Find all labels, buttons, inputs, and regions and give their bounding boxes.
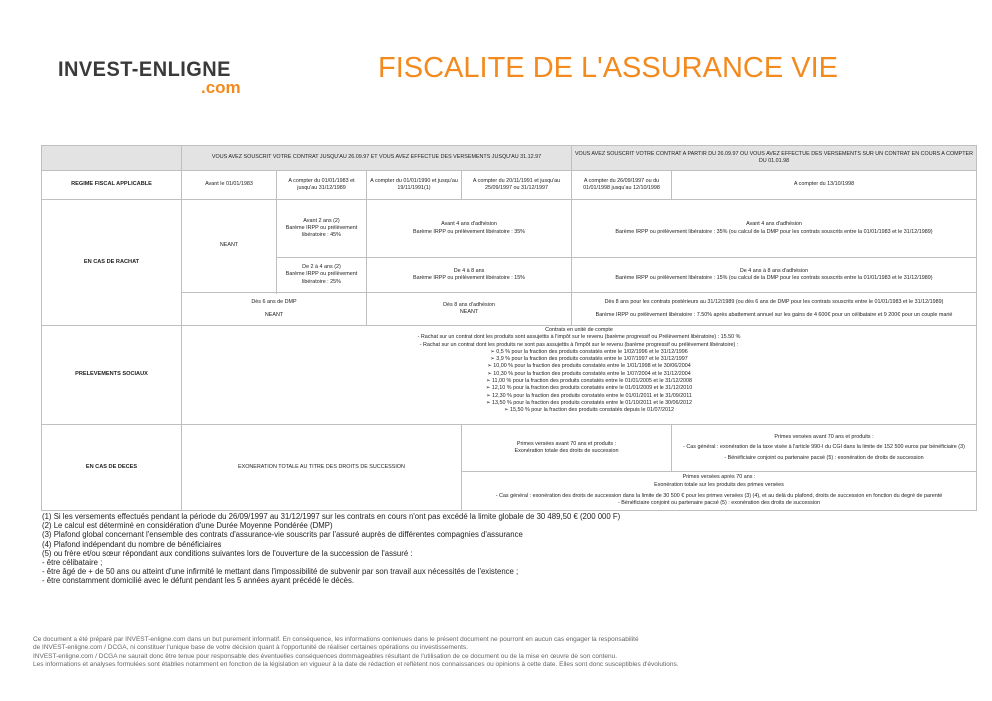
header-before-1998: VOUS AVEZ SOUSCRIT VOTRE CONTRAT JUSQU'AU 26.09.97 ET VOUS AVEZ EFFECTUE DES VERSEMENTS JUSQU'AU 31.12.97 [182,146,572,171]
rachat-avant-4-ans-title: Avant 4 ans d'adhésion [441,221,497,228]
rachat-de-2-a-4-ans [277,258,367,293]
disclaimer-line: Ce document a été préparé par INVEST-enligne.com dans un but purement informatif. En conséquence, les informations contenues dans le présent document ne pourront en aucun cas engager la responsabilité [33,636,639,643]
rachat-des-8-ans-text: NEANT [459,309,479,315]
disclaimer-line: INVEST-enligne.com / DCGA ne saurait donc être tenue pour responsable des éventuelles conséquences dommageables résultant de l'utilisation de ce document ou de la mise en œuvre de son contenu. [33,652,618,660]
rachat-right-des-8-ans-b: Barème IRPP ou prélèvement libératoire : 7.50% après abattement annuel sur les gains de 4 600€ pour un célibataire et 9 200€ pour un couple marié [595,311,953,318]
rachat-avant-2-ans [277,200,367,258]
prel-rate-item: ➢ 12,10 % pour la fraction des produits constatés entre le 01/01/2009 et le 31/12/2010 [204,385,974,392]
prel-rate-item: ➢ 13,50 % pour la fraction des produits constatés entre le 01/10/2011 et le 30/06/2012 [204,400,974,407]
footnote: - être constamment domicilié avec le défunt pendant les 5 années ayant précédé le décès. [42,576,355,586]
disclaimer-line: Les informations et analyses formulées sont établies notamment en fonction de la législation en vigueur à la date de rédaction et reflètent nos connaissances ou opinions à cette date. Elles sont donc susceptibles d'évolutions. [33,661,679,669]
deces-right-avant-70-title: Primes versées avant 70 ans et produits : [774,434,874,441]
rachat-des-6-ans-dmp-text: NEANT [264,311,284,318]
footnote: (4) Plafond indépendant du nombre de bénéficiaires [42,539,222,549]
disclaimer-line: de INVEST-enligne.com / DCGA, ni constituer l'unique base de votre décision quant à l'opportunité de réaliser certaines opérations ou investissements. [33,644,468,652]
prel-line-1: Contrats en unité de compte [545,327,613,333]
logo-text: INVEST-ENLIGNE [58,58,231,81]
rachat-de-2-a-4-ans-title: De 2 à 4 ans (2) [302,264,341,271]
header-after-1997: VOUS AVEZ SOUSCRIT VOTRE CONTRAT A PARTIR DU 26.09.97 OU VOUS AVEZ EFFECTUE DES VERSEMENTS SUR UN CONTRAT EN COURS A COMPTER DU 01.01.98 [572,146,977,171]
regime-period-3: A compter du 01/01/1990 et jusqu'au 19/11/1991(1) [367,171,462,200]
footnote: - être célibataire ; [42,557,103,567]
row-label-deces: EN CAS DE DECES [42,425,182,511]
header-empty-cell [42,146,182,171]
regime-period-2: A compter du 01/01/1983 et jusqu'au 31/12/1989 [277,171,367,200]
rachat-avant-4-ans [367,200,572,258]
rachat-de-4-a-8-ans-title: De 4 à 8 ans [453,267,485,274]
footnotes [42,512,620,586]
deces-primes-apres-70-a: - Cas général : exonération des droits de succession dans la limite de 30 500 € pour les primes versées (3) (4), et au delà du plafond, droits de succession en fonction du degré de parenté [495,493,943,499]
rachat-des-8-ans-title: Dès 8 ans d'adhésion [443,301,495,308]
prel-rate-item: ➢ 15,50 % pour la fraction des produits constatés depuis le 01/07/2012 [204,407,974,414]
rachat-des-6-ans-dmp-title: Dès 6 ans de DMP [251,299,297,306]
rachat-avant-4-ans-text: Barème IRPP ou prélèvement libératoire : 35% [413,228,525,235]
regime-period-4: A compter du 20/11/1991 et jusqu'au 25/09/1997 ou 31/12/1997 [462,171,572,200]
footnote: (1) Si les versements effectués pendant la période du 26/09/1997 au 31/12/1997 sur les contrats en cours n'ont pas excédé la limite globale de 30 489,50 € (200 000 F) [42,512,621,521]
deces-primes-apres-70-sub: Exonération totale sur les produits des primes versées [654,481,784,488]
prel-rate-item: ➢ 10,00 % pour la fraction des produits constatés entre le 1/01/1998 et le 30/06/2004 [204,363,974,370]
prel-rate-item: ➢ 12,30 % pour la fraction des produits constatés entre le 01/01/2011 et le 31/09/2011 [204,393,974,400]
footnote: (3) Plafond global concernant l'ensemble des contrats d'assurance-vie souscrits par l'assuré auprès de différentes compagnies d'assurance [42,530,523,540]
deces-primes-avant-70-b: Exonération totale des droits de succession [514,448,619,454]
row-label-prelevements: PRELEVEMENTS SOCIAUX [42,326,182,425]
rachat-de-4-a-8-ans-text: Barème IRPP ou prélèvement libératoire : 15% [413,275,525,281]
prel-line-2: - Rachat sur un contrat dont les produits sont assujettis à l'impôt sur le revenu (barème progressif ou Prélèvement libératoire) : 15.50 % [417,334,741,341]
rachat-des-8-ans [367,293,572,326]
rachat-de-2-a-4-ans-text: Barème IRPP ou prélèvement libératoire : 25% [285,271,358,285]
rachat-right-de-4-a-8-ans [572,258,977,293]
rachat-neant-cell: NEANT [182,200,277,293]
rachat-avant-2-ans-text: Barème IRPP ou prélèvement libératoire : 45% [285,224,358,239]
rachat-right-avant-4-ans-title: Avant 4 ans d'adhésion [746,221,802,228]
logo-com-text: .com [201,78,241,97]
site-logo [58,58,248,104]
deces-primes-avant-70 [462,425,672,472]
prel-rate-item: ➢ 11,00 % pour la fraction des produits constatés entre le 01/01/2005 et le 31/12/2008 [204,378,974,385]
deces-primes-apres-70-b: - Bénéficiaire conjoint ou partenaire pacsé (5) : exonération des droits de succession [618,500,820,507]
row-label-regime: REGIME FISCAL APPLICABLE [42,171,182,200]
disclaimer [33,636,679,670]
footnote: (5) ou frère et/ou sœur répondant aux conditions suivantes lors de l'ouverture de la succession de l'assuré : [42,548,413,558]
rachat-de-4-a-8-ans [367,258,572,293]
prel-rate-item: ➢ 3,9 % pour la fraction des produits constatés entre le 1/07/1997 et le 31/12/1997 [204,356,974,363]
prel-rate-item: ➢ 10,30 % pour la fraction des produits constatés entre le 1/07/2004 et le 31/12/2004 [204,371,974,378]
row-label-rachat: EN CAS DE RACHAT [42,200,182,326]
page-title: FISCALITE DE L'ASSURANCE VIE [378,52,838,84]
deces-exoneration-totale: EXONERATION TOTALE AU TITRE DES DROITS DE SUCCESSION [182,425,462,511]
footnote: (2) Le calcul est déterminé en considération d'une Durée Moyenne Pondérée (DMP) [42,521,333,531]
rachat-right-des-8-ans-a: Dès 8 ans pour les contrats postérieurs au 31/12/1989 (ou dès 6 ans de DMP pour les contrats souscrits entre le 01/01/1983 et le 31/12/1989) [604,299,944,306]
rachat-right-des-8-ans [572,293,977,326]
rachat-right-avant-4-ans [572,200,977,258]
footnote: - être âgé de + de 50 ans ou atteint d'une infirmité le mettant dans l'impossibilité de subvenir par son travail aux nécessités de l'existence ; [42,567,519,577]
deces-right-avant-70-b: - Bénéficiaire conjoint ou partenaire pacsé (5) : exonération de droits de succession [724,454,924,461]
rachat-right-de-4-a-8-ans-title: De 4 ans à 8 ans d'adhésion [739,267,809,274]
regime-period-5: A compter du 26/09/1997 ou du 01/01/1998 jusqu'au 12/10/1998 [572,171,672,200]
deces-right-avant-70 [672,425,977,472]
deces-right-avant-70-a: - Cas général : exonération de la taxe visée à l'article 990-I du CGI dans la limite de 152 500 euros par bénéficiaire (3) [683,444,965,451]
rachat-avant-2-ans-title: Avant 2 ans (2) [303,217,340,224]
rachat-right-de-4-a-8-ans-text: Barème IRPP ou prélèvement libératoire : 15% (ou calcul de la DMP pour les contrats souscrits entre la 01/01/1983 et le 31/12/1989) [615,275,933,281]
deces-primes-apres-70-title: Primes versées après 70 ans : [682,474,756,481]
regime-period-1: Avant le 01/01/1983 [182,171,277,200]
rachat-right-avant-4-ans-text: Barème IRPP ou prélèvement libératoire : 35% (ou calcul de la DMP pour les contrats souscrits entre la 01/01/1983 et le 31/12/1989) [615,228,933,235]
prel-line-3: - Rachat sur un contrat dont les produits ne sont pas assujettis à l'impôt sur le revenu (barème progressif ou prélèvement libératoire) : [419,341,739,348]
prel-rate-list [184,349,974,415]
fiscal-table [41,145,977,511]
deces-primes-avant-70-a: Primes versées avant 70 ans et produits : [516,440,617,447]
prelevements-cell [182,326,977,425]
deces-primes-apres-70 [462,472,977,511]
rachat-des-6-ans-dmp [182,293,367,326]
regime-period-6: A compter du 13/10/1998 [672,171,977,200]
prel-rate-item: ➢ 0,5 % pour la fraction des produits constatés entre le 1/02/1996 et le 31/12/1996 [204,349,974,356]
